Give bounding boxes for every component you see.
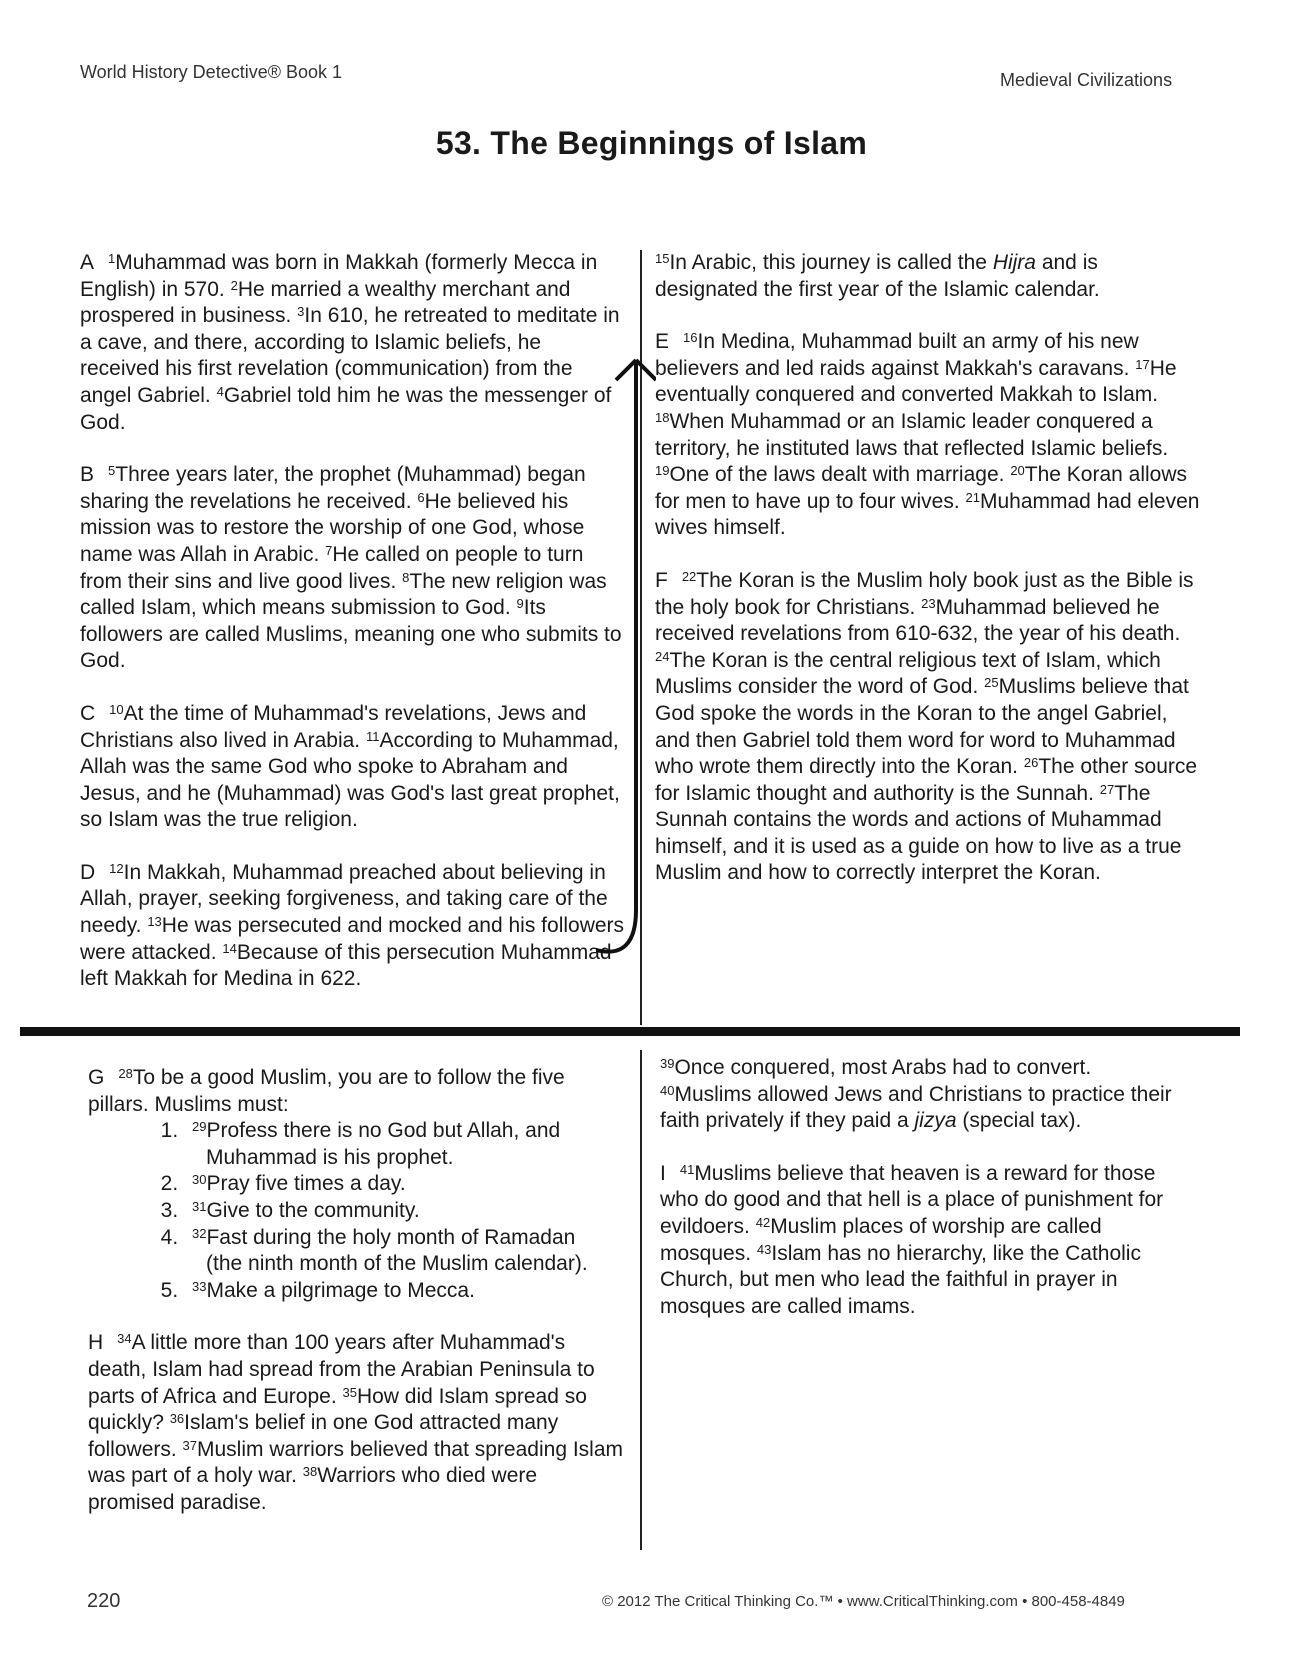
- sentence-number: 40: [660, 1082, 675, 1098]
- sentence-number: 34: [117, 1331, 132, 1347]
- section-label: D: [80, 860, 96, 884]
- sentence-text: Gabriel told him he was the messenger of God.: [80, 383, 612, 434]
- section-d-continued: [655, 250, 1203, 303]
- sentence-number: 22: [681, 568, 697, 584]
- sentence-number: 30: [192, 1172, 207, 1188]
- sentence-number: 14: [222, 940, 237, 956]
- sentence-number: 1: [108, 251, 116, 266]
- sentence-number: 43: [756, 1241, 772, 1257]
- sentence-text: One of the laws dealt with marriage.: [669, 463, 1011, 487]
- sentence-number: 11: [365, 728, 380, 744]
- pillar-text: Give to the community.: [206, 1198, 420, 1222]
- pillar-text: Fast during the holy month of Ramadan: [206, 1225, 576, 1249]
- section-label: G: [88, 1066, 105, 1089]
- sentence-number: 32: [192, 1225, 207, 1241]
- sentence-text: Muhammad was born in Makkah (formerly Mecca in English) in 570.: [80, 251, 598, 301]
- sentence-text: He eventually conquered and converted Makkah to Islam.: [655, 356, 1177, 407]
- sentence-number: 29: [192, 1119, 207, 1135]
- handwritten-bracket-mark: [596, 350, 656, 990]
- bracket-stroke: [596, 360, 656, 952]
- sentence-text: Muhammad believed he received revelations from 610-632, the year of his death.: [655, 595, 1181, 646]
- section-b: [80, 462, 625, 675]
- sentence-number: 6: [417, 489, 425, 505]
- page-title: 53. The Beginnings of Islam: [435, 125, 868, 161]
- sentence-number: 33: [192, 1278, 207, 1294]
- sentence-text: Because of this persecution Muhammad left Makkah for Medina in 622.: [80, 940, 612, 991]
- section-label: E: [655, 330, 670, 354]
- sentence-number: 21: [965, 489, 980, 505]
- sentence-number: 19: [655, 463, 670, 479]
- sentence-number: 24: [655, 648, 670, 664]
- sentence-text: The Koran is the Muslim holy book just as the Bible is the holy book for Christians.: [655, 568, 1194, 619]
- section-h-start: [88, 1330, 628, 1516]
- section-g-intro: To be a good Muslim, you are to follow the five pillars. Muslims must:: [88, 1066, 565, 1116]
- sentence-text: The new religion was called Islam, which means submission to God.: [80, 569, 607, 620]
- sentence-number: 38: [302, 1464, 318, 1480]
- pillar-item: [184, 1118, 628, 1171]
- pillar-text: Pray five times a day.: [206, 1172, 406, 1196]
- sentence-text: At the time of Muhammad's revelations, Jews and Christians also lived in Arabia.: [80, 701, 587, 752]
- sentence-number: 23: [921, 595, 936, 611]
- sentence-text: (special tax).: [956, 1109, 1082, 1133]
- sentence-text: In Makkah, Muhammad preached about believing in Allah, prayer, seeking forgiveness, and taking care of the needy.: [80, 860, 608, 938]
- sentence-text: How did Islam spread so quickly?: [88, 1384, 587, 1435]
- sentence-number: 27: [1099, 781, 1115, 797]
- sentence-number: 42: [755, 1214, 771, 1230]
- sentence-text: The Koran is the central religious text of Islam, which Muslims consider the word of God.: [655, 648, 1161, 699]
- sentence-text: Muslims believe that heaven is a reward for those who do good and that hell is a place of punishment for evildoers.: [660, 1161, 1164, 1238]
- sentence-text: Muslim places of worship are called mosques.: [660, 1214, 1102, 1265]
- sentence-number: 12: [109, 860, 124, 876]
- italic-term: jizya: [914, 1109, 957, 1133]
- pillar-text: Profess there is no God but Allah, and: [206, 1119, 561, 1143]
- sentence-text: He was persecuted and mocked and his followers were attacked.: [80, 914, 625, 964]
- sentence-text: Islam's belief in one God attracted many followers.: [88, 1411, 559, 1461]
- sentence-number: 31: [192, 1198, 207, 1214]
- sentence-text: Muslims allowed Jews and Christians to practice their faith privately if they paid a: [660, 1082, 1172, 1133]
- sentence-text: The other source for Islamic thought and authority is the Sunnah.: [655, 755, 1198, 805]
- sentence-number: 17: [1135, 356, 1150, 372]
- sentence-number: 15: [655, 251, 670, 266]
- section-h-continued: [660, 1055, 1180, 1135]
- italic-term: Hijra: [992, 251, 1036, 274]
- sentence-number: 10: [109, 701, 124, 717]
- sentence-number: 35: [342, 1384, 357, 1400]
- section-g: [88, 1065, 628, 1304]
- lower-left-column: [88, 1065, 628, 1543]
- pillar-item: [184, 1225, 628, 1278]
- section-label: C: [80, 701, 96, 725]
- sentence-text: In 610, he retreated to meditate in a cave, and there, according to Islamic beliefs, he received his first revelation (communication) from the angel Gabriel.: [80, 304, 620, 407]
- sentence-text: Muslims believe that God spoke the words in the Koran to the angel Gabriel, and then Gabriel told them word for word to Muhammad who wrote them directly into the Koran.: [655, 675, 1189, 779]
- header-book-title: World History Detective® Book 1: [80, 62, 343, 82]
- sentence-number: 28: [118, 1066, 133, 1081]
- sentence-text: and is designated the first year of the Islamic calendar.: [655, 251, 1100, 301]
- pillar-text: Make a pilgrimage to Mecca.: [206, 1278, 475, 1302]
- sentence-text: A little more than 100 years after Muhammad's death, Islam had spread from the Arabian Peninsula to parts of Africa and Europe.: [88, 1331, 595, 1408]
- section-i: [660, 1161, 1180, 1321]
- sentence-text: According to Muhammad, Allah was the same God who spoke to Abraham and Jesus, and he (Muhammad) was God's last great prophet, so Islam was the true religion.: [80, 728, 620, 832]
- section-label: F: [655, 568, 668, 592]
- lower-right-column: [660, 1055, 1180, 1346]
- pillar-item: [184, 1171, 628, 1198]
- sentence-number: 7: [325, 542, 333, 558]
- sentence-text: The Koran allows for men to have up to four wives.: [655, 463, 1188, 513]
- sentence-text: Three years later, the prophet (Muhammad) began sharing the revelations he received.: [80, 463, 586, 513]
- section-label: I: [660, 1161, 666, 1185]
- five-pillars-list: [88, 1118, 628, 1304]
- sentence-number: 5: [108, 463, 116, 479]
- sentence-number: 37: [182, 1437, 197, 1453]
- sentence-text: He called on people to turn from their sins and live good lives.: [80, 542, 584, 593]
- pillar-text-continued: (the ninth month of the Muslim calendar).: [206, 1252, 588, 1276]
- sentence-text: In Medina, Muhammad built an army of his new believers and led raids against Makkah's caravans.: [655, 330, 1139, 380]
- sentence-text: He believed his mission was to restore the worship of one God, whose name was Allah in Arabic.: [80, 489, 585, 566]
- section-label: B: [80, 463, 95, 487]
- sentence-number: 25: [984, 675, 999, 691]
- sentence-number: 26: [1023, 755, 1039, 771]
- section-f: [655, 568, 1203, 887]
- column-divider-lower: [640, 1050, 642, 1550]
- sentence-number: 13: [147, 914, 162, 930]
- copyright-line: © 2012 The Critical Thinking Co.™ • www.CriticalThinking.com • 800-458-4849: [602, 1593, 1125, 1610]
- sentence-number: 8: [402, 569, 410, 585]
- section-e: [655, 329, 1203, 542]
- header-unit-title: Medieval Civilizations: [1000, 70, 1173, 90]
- pillar-item: [184, 1198, 628, 1225]
- page-number: 220: [87, 1590, 121, 1612]
- sentence-text: When Muhammad or an Islamic leader conquered a territory, he instituted laws that reflected Islamic beliefs.: [655, 409, 1169, 460]
- section-label: H: [88, 1331, 104, 1355]
- sentence-number: 41: [679, 1161, 695, 1177]
- upper-left-column: [80, 250, 625, 1019]
- sentence-number: 36: [169, 1411, 185, 1427]
- sentence-text: He married a wealthy merchant and prospered in business.: [80, 277, 571, 328]
- sentence-text: The Sunnah contains the words and actions of Muhammad himself, and it is used as a guide on how to live as a true Muslim and how to correctly interpret the Koran.: [655, 781, 1182, 885]
- sentence-text: Once conquered, most Arabs had to convert.: [674, 1056, 1092, 1079]
- sentence-number: 16: [683, 330, 698, 346]
- section-separator: [20, 1027, 1240, 1036]
- section-d-start: [80, 860, 625, 993]
- sentence-number: 20: [1010, 463, 1025, 479]
- sentence-text: In Arabic, this journey is called the: [669, 251, 993, 274]
- pillar-text-continued: Muhammad is his prophet.: [206, 1145, 454, 1169]
- sentence-text: Warriors who died were promised paradise.: [88, 1464, 538, 1514]
- sentence-number: 2: [230, 277, 238, 293]
- sentence-number: 9: [516, 596, 524, 612]
- section-c: [80, 701, 625, 834]
- sentence-number: 39: [660, 1056, 675, 1071]
- sentence-text: Muslim warriors believed that spreading Islam was part of a holy war.: [88, 1437, 623, 1488]
- sentence-text: Muhammad had eleven wives himself.: [655, 489, 1200, 540]
- sentence-text: Its followers are called Muslims, meaning one who submits to God.: [80, 596, 622, 673]
- upper-right-column: [655, 250, 1203, 913]
- sentence-number: 18: [655, 409, 670, 425]
- section-a: [80, 250, 625, 436]
- sentence-number: 4: [216, 383, 224, 399]
- section-label: A: [80, 251, 95, 274]
- sentence-text: Islam has no hierarchy, like the Catholic Church, but men who lead the faithful in prayer in mosques are called imams.: [660, 1241, 1141, 1318]
- pillar-item: [184, 1278, 628, 1305]
- sentence-number: 3: [297, 304, 305, 320]
